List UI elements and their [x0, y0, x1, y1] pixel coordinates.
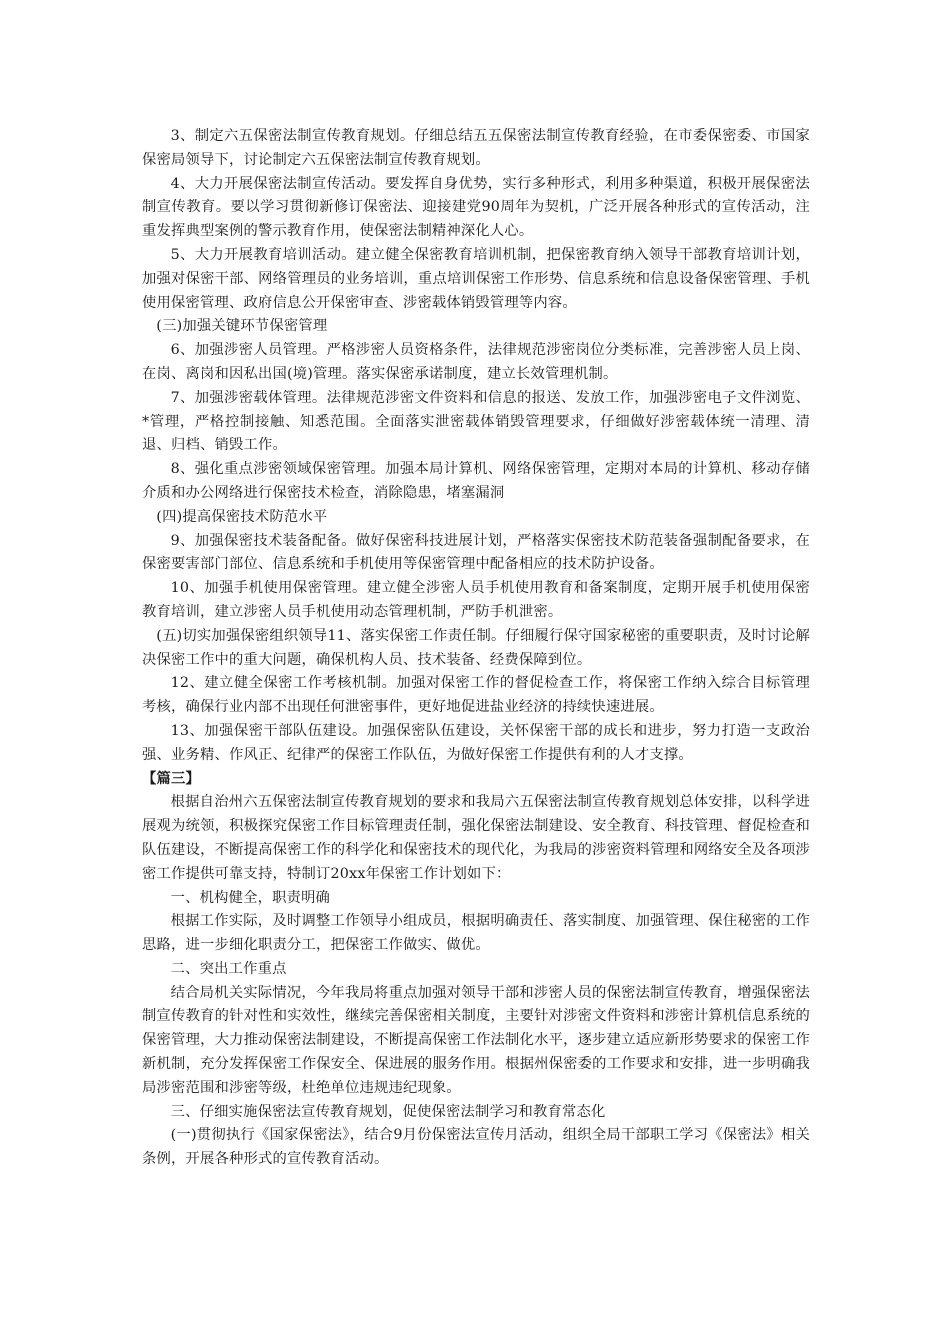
- paragraph-item-13: 13、加强保密干部队伍建设。加强保密队伍建设，关怀保密干部的成长和进步，努力打造一支政治强、业务精、作风正、纪律严的保密工作队伍，为做好保密工作提供有利的人才支撑。: [142, 722, 810, 763]
- paragraph-three-one: (一)贯彻执行《国家保密法》，结合9月份保密法宣传月活动，组织全局干部职工学习《保密法》相关条例，开展各种形式的宣传教育活动。: [142, 1127, 810, 1168]
- paragraph-item-5: 5、大力开展教育培训活动。建立健全保密教育培训机制，把保密教育纳入领导干部教育培训计划，加强对保密干部、网络管理员的业务培训，重点培训保密工作形势、信息系统和信息设备保密管理、手机使用保密管理、政府信息公开保密审查、涉密载体销毁管理等内容。: [142, 246, 810, 311]
- heading-two: 二、突出工作重点: [170, 960, 287, 977]
- paragraph-item-10: 10、加强手机使用保密管理。建立健全涉密人员手机使用教育和备案制度，定期开展手机使用保密教育培训，建立涉密人员手机使用动态管理机制，严防手机泄密。: [142, 580, 810, 620]
- paragraph-item-8: 8、强化重点涉密领域保密管理。加强本局计算机、网络保密管理，定期对本局的计算机、移动存储介质和办公网络进行保密技术检查，消除隐患，堵塞漏洞: [142, 461, 810, 501]
- heading-one: 一、机构健全，职责明确: [170, 889, 331, 906]
- paragraph-intro: 根据自治州六五保密法制宣传教育规划的要求和我局六五保密法制宣传教育规划总体安排，以科学进展观为统领，积极探究保密工作目标管理责任制，强化保密法制建设、安全教育、科技管理、督促检查和队伍建设，不断提高保密工作的科学化和保密技术的现代化，为我局的涉密资料管理和网络安全及各项涉密工作提供可靠支持，特制订20xx年保密工作计划如下：: [142, 794, 810, 882]
- heading-three: 三、仔细实施保密法宣传教育规划，促使保密法制学习和教育常态化: [170, 1103, 606, 1120]
- section-heading-3: (三)加强关键环节保密管理: [156, 318, 328, 335]
- paragraph-item-4: 4、大力开展保密法制宣传活动。要发挥自身优势，实行多种形式，利用多种渠道，积极开展保密法制宣传教育。要以学习贯彻新修订保密法、迎接建党90周年为契机，广泛开展各种形式的宣传活动，注重发挥典型案例的警示教育作用，使保密法制精神深化人心。: [142, 175, 810, 240]
- paragraph-two: 结合局机关实际情况，今年我局将重点加强对领导干部和涉密人员的保密法制宣传教育，增强保密法制宣传教育的针对性和实效性，继续完善保密相关制度，主要针对涉密文件资料和涉密计算机信息系统的保密管理，大力推动保密法制建设，不断提高保密工作法制化水平，逐步建立适应新形势要求的保密工作新机制，充分发挥保密工作保安全、保进展的服务作用。根据州保密委的工作要求和安排，进一步明确我局涉密范围和涉密等级，杜绝单位违规违纪现象。: [142, 984, 810, 1096]
- paragraph-item-3: 3、制定六五保密法制宣传教育规划。仔细总结五五保密法制宣传教育经验，在市委保密委、市国家保密局领导下，讨论制定六五保密法制宣传教育规划。: [142, 128, 810, 168]
- paragraph-item-6: 6、加强涉密人员管理。严格涉密人员资格条件，法律规范涉密岗位分类标准，完善涉密人员上岗、在岗、离岗和因私出国(境)管理。落实保密承诺制度，建立长效管理机制。: [142, 342, 810, 382]
- paragraph-one: 根据工作实际，及时调整工作领导小组成员，根据明确责任、落实制度、加强管理、保住秘密的工作思路，进一步细化职责分工，把保密工作做实、做优。: [142, 913, 810, 954]
- paragraph-item-12: 12、建立健全保密工作考核机制。加强对保密工作的督促检查工作，将保密工作纳入综合目标管理考核，确保行业内部不出现任何泄密事件，更好地促进盐业经济的持续快速进展。: [142, 675, 810, 716]
- document-page: [142, 125, 810, 1172]
- section-tag-part-three: 【篇三】: [142, 770, 200, 787]
- section-heading-5: (五)切实加强保密组织领导11、落实保密工作责任制。仔细履行保守国家秘密的重要职责，及时讨论解决保密工作中的重大问题，确保机构人员、技术装备、经费保障到位。: [142, 627, 810, 668]
- section-heading-4: (四)提高保密技术防范水平: [156, 508, 328, 525]
- paragraph-item-9: 9、加强保密技术装备配备。做好保密科技进展计划，严格落实保密技术防范装备强制配备要求，在保密要害部门部位、信息系统和手机使用等保密管理中配备相应的技术防护设备。: [142, 532, 810, 573]
- paragraph-item-7: 7、加强涉密载体管理。法律规范涉密文件资料和信息的报送、发放工作，加强涉密电子文件浏览、*管理，严格控制接触、知悉范围。全面落实泄密载体销毁管理要求，仔细做好涉密载体统一清理、清退、归档、销毁工作。: [142, 389, 810, 454]
